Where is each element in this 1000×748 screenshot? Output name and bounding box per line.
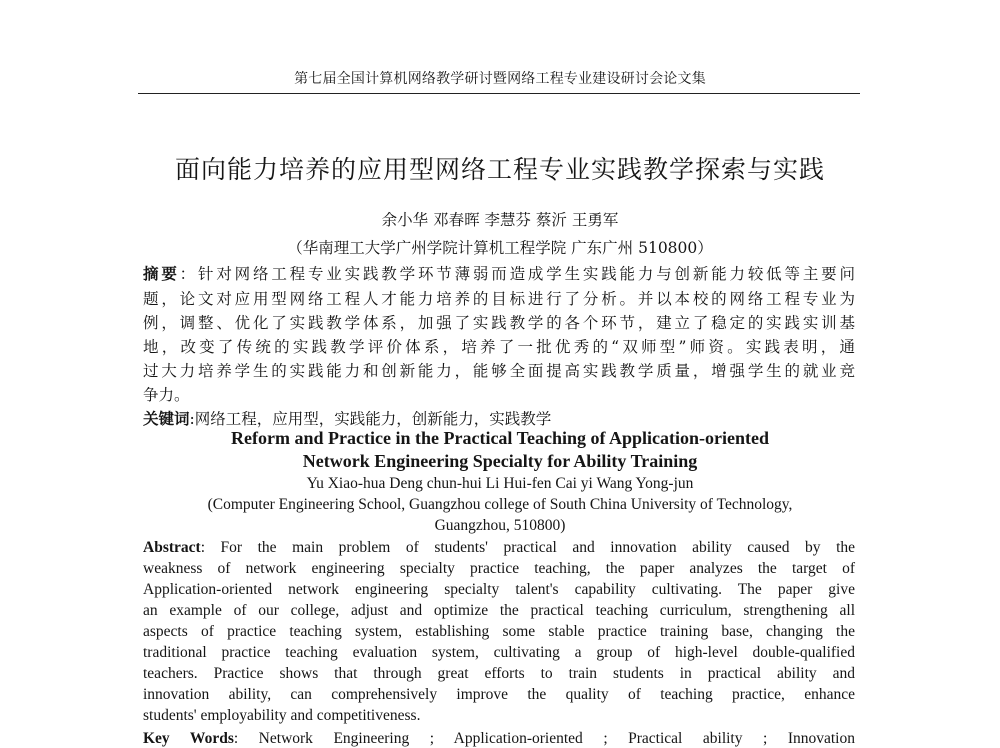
abstract-en-label: Abstract — [143, 539, 201, 556]
keywords-en — [143, 730, 855, 748]
keywords-cn — [143, 407, 551, 429]
abstract-en-line: weakness of network engineering specialty practice teaching, the paper analyzes the target of — [143, 560, 855, 577]
abstract-cn-line: 地，改变了传统的实践教学评价体系，培养了一批优秀的“双师型”师资。实践表明，通 — [143, 338, 855, 356]
affiliation-en-line1: (Computer Engineering School, Guangzhou college of South China University of Technology, — [207, 496, 793, 513]
authors-en: Yu Xiao-hua Deng chun-hui Li Hui-fen Cai yi Wang Yong-jun — [306, 475, 694, 492]
paper-title-cn: 面向能力培养的应用型网络工程专业实践教学探索与实践 — [174, 155, 825, 184]
abstract-cn-line: 争力。 — [143, 386, 190, 404]
keywords-en-label: Key Words — [143, 730, 234, 747]
paper-title-en-line2: Network Engineering Specialty for Ability Training — [302, 451, 698, 471]
paper-title-en-line1: Reform and Practice in the Practical Teaching of Application-oriented — [231, 428, 769, 448]
abstract-en-line: Application-oriented network engineering specialty talent's capability cultivating. The paper give — [143, 581, 855, 598]
affiliation-en-line2: Guangzhou, 510800) — [434, 517, 566, 534]
abstract-en-line: an example of our college, adjust and optimize the practical teaching curriculum, strengthening all — [143, 602, 855, 619]
authors-cn: 余小华 邓春晖 李慧芬 蔡沂 王勇军 — [381, 211, 619, 229]
abstract-cn-line: 过大力培养学生的实践能力和创新能力，能够全面提高实践教学质量，增强学生的就业竞 — [143, 362, 855, 380]
running-header: 第七届全国计算机网络教学研讨暨网络工程专业建设研讨会论文集 — [294, 71, 706, 87]
abstract-en-line: innovation ability, can comprehensively improve the quality of teaching practice, enhance — [143, 686, 855, 703]
header-rule — [138, 93, 860, 94]
keywords-en-text: : Network Engineering ; Application-oriented ; Practical ability ; Innovation — [233, 730, 855, 747]
abstract-en-line: traditional practice teaching evaluation system, cultivating a group of high-level double-qualified — [143, 644, 855, 661]
abstract-en-line: teachers. Practice shows that through great efforts to train students in practical ability and — [143, 665, 855, 682]
keywords-cn-text: :网络工程，应用型，实践能力，创新能力，实践教学 — [189, 410, 552, 428]
abstract-en-line: aspects of practice teaching system, establishing some stable practice training base, changing the — [143, 623, 855, 640]
abstract-cn-line: 例，调整、优化了实践教学体系，加强了实践教学的各个环节，建立了稳定的实践实训基 — [143, 314, 855, 332]
abstract-cn-label: 摘要 — [143, 265, 180, 283]
keywords-cn-label: 关键词 — [143, 410, 190, 428]
affiliation-cn: （华南理工大学广州学院计算机工程学院 广东广州 510800） — [287, 239, 713, 257]
abstract-en-line: Abstract: For the main problem of students' practical and innovation ability caused by the — [143, 539, 855, 556]
abstract-cn-line: 摘要：针对网络工程专业实践教学环节薄弱而造成学生实践能力与创新能力较低等主要问 — [143, 265, 855, 283]
abstract-cn-line: 题，论文对应用型网络工程人才能力培养的目标进行了分析。并以本校的网络工程专业为 — [143, 290, 855, 308]
abstract-en-line: students' employability and competitiveness. — [143, 707, 421, 724]
